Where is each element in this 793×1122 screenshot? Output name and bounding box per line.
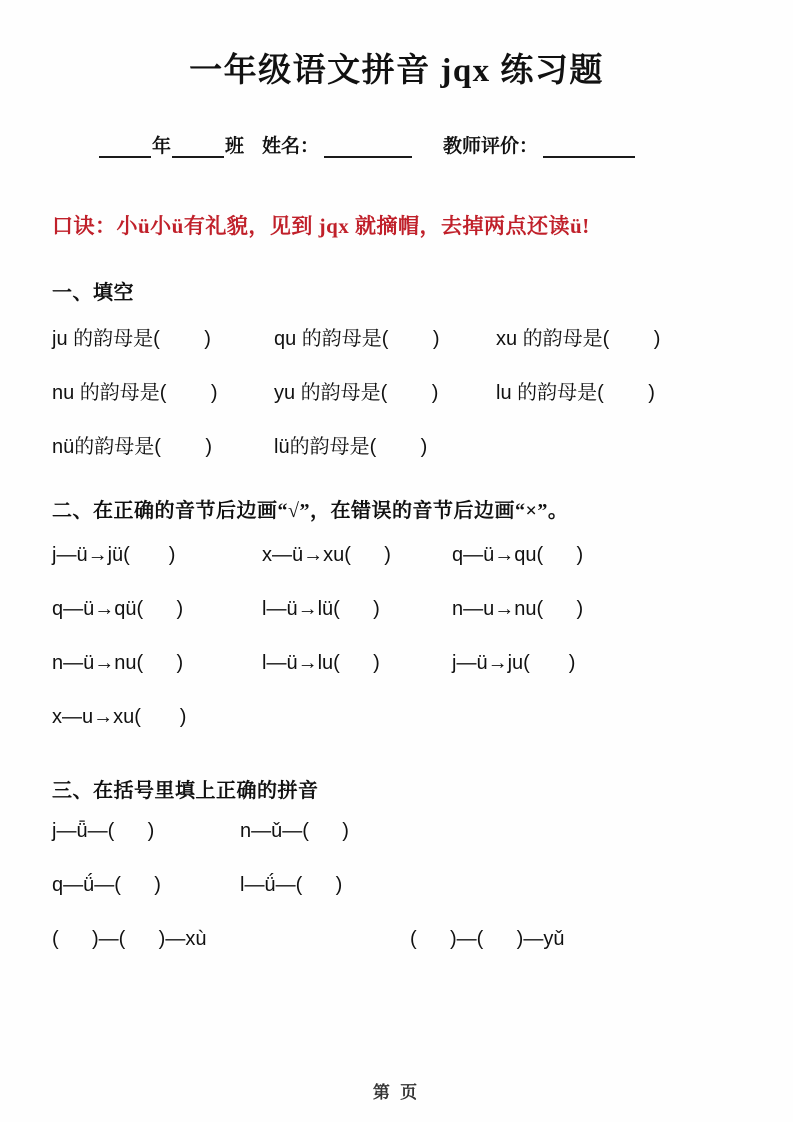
- page-title: 一年级语文拼音 jqx 练习题: [189, 53, 604, 89]
- pinyin-blank-item[interactable]: ( )—( )—yǔ: [410, 928, 565, 950]
- check-mark-item[interactable]: l—ü→lü( ): [262, 598, 380, 620]
- check-mark-item[interactable]: n—ü→nu( ): [52, 652, 184, 674]
- pinyin-blank-item[interactable]: j—ǖ—( ): [52, 820, 155, 842]
- check-mark-item[interactable]: q—ü→qü( ): [52, 598, 184, 620]
- fill-blank-item[interactable]: qu 的韵母是( ): [274, 328, 440, 350]
- name-blank[interactable]: [324, 142, 412, 158]
- section-2-row-1: [52, 544, 752, 574]
- section-1-row-3: [52, 430, 752, 460]
- section-2-row-4: [52, 706, 752, 736]
- section-3-row-2: [52, 874, 752, 904]
- class-blank[interactable]: [172, 142, 224, 158]
- check-mark-item[interactable]: j—ü→jü( ): [52, 544, 176, 566]
- fill-blank-item[interactable]: xu 的韵母是( ): [496, 328, 661, 350]
- section-2-row-2: [52, 598, 752, 628]
- section-2-row-3: [52, 652, 752, 682]
- check-mark-item[interactable]: x—ü→xu( ): [262, 544, 391, 566]
- section-2-heading: 二、在正确的音节后边画“√”，在错误的音节后边画“×”。: [52, 500, 569, 522]
- name-label: 姓名：: [262, 136, 320, 157]
- fill-blank-item[interactable]: yu 的韵母是( ): [274, 382, 439, 404]
- check-mark-item[interactable]: j—ü→ju( ): [452, 652, 576, 674]
- section-3-row-3: [52, 928, 752, 958]
- pinyin-blank-item[interactable]: n—ǔ—( ): [240, 820, 349, 842]
- section-1-row-1: [52, 322, 752, 352]
- check-mark-item[interactable]: q—ü→qu( ): [452, 544, 584, 566]
- check-mark-item[interactable]: l—ü→lu( ): [262, 652, 380, 674]
- check-mark-item[interactable]: n—u→nu( ): [452, 598, 584, 620]
- section-1-heading: 一、填空: [52, 282, 134, 304]
- evaluation-blank[interactable]: [543, 142, 635, 158]
- check-mark-item[interactable]: x—u→xu( ): [52, 706, 187, 728]
- pinyin-blank-item[interactable]: l—ǘ—( ): [240, 874, 343, 896]
- year-label: 年: [152, 136, 172, 157]
- mnemonic-line: [52, 210, 590, 240]
- section-3-row-1: [52, 820, 752, 850]
- section-1-row-2: [52, 376, 752, 406]
- fill-blank-item[interactable]: lu 的韵母是( ): [496, 382, 655, 404]
- mnemonic-prefix: 口诀：: [52, 214, 117, 238]
- page-footer: 第 页: [372, 1083, 421, 1102]
- mnemonic-text: 小ü小ü有礼貌，见到 jqx 就摘帽，去掉两点还读ü!: [116, 214, 590, 238]
- year-blank[interactable]: [99, 142, 151, 158]
- class-label: 班: [225, 136, 245, 157]
- section-3-heading: 三、在括号里填上正确的拼音: [52, 780, 319, 802]
- pinyin-blank-item[interactable]: ( )—( )—xù: [52, 928, 207, 950]
- fill-blank-item[interactable]: nu 的韵母是( ): [52, 382, 218, 404]
- fill-blank-item[interactable]: nü的韵母是( ): [52, 436, 213, 458]
- student-info-line: [98, 128, 746, 158]
- fill-blank-item[interactable]: lü的韵母是( ): [274, 436, 428, 458]
- evaluation-label: 教师评价：: [443, 136, 539, 157]
- fill-blank-item[interactable]: ju 的韵母是( ): [52, 328, 211, 350]
- pinyin-blank-item[interactable]: q—ǘ—( ): [52, 874, 161, 896]
